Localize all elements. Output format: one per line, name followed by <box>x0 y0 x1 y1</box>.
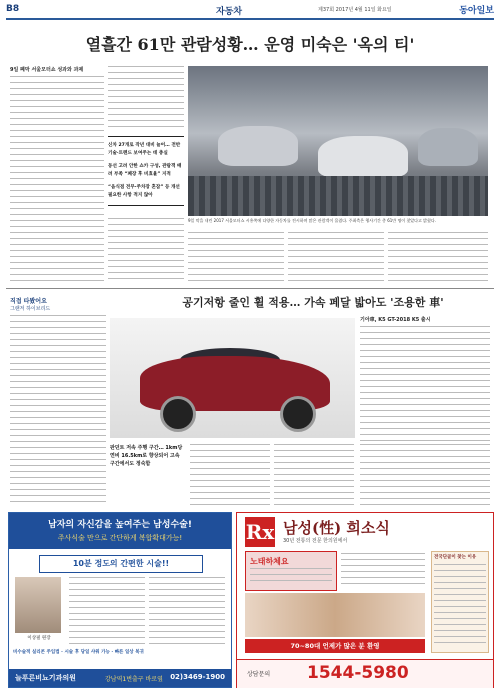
car-caption-title: 기아車, K5 GT-2018 K5 출시 <box>360 317 431 323</box>
ad1-footer <box>9 669 231 687</box>
ad-herbal[interactable] <box>236 512 494 688</box>
doctor-name: 이상필 원장 <box>27 636 51 641</box>
callout-2: 동선 고려 안한 쇼카 구성, 관람객 배려 부족 “폐장 후 비효율” 지적 <box>108 164 182 177</box>
ad1-bullet-2: 시술 후 당일 샤워 가능 <box>64 650 110 655</box>
photo-caption: 9일 막을 내린 2017 서울모터쇼 시흥쪽에 다양한 자동차를 전시하며 많은 관람객이 몰렸다. 주최측은 행사기간 총 61만 명이 찾았다고 밝혔다. <box>188 218 437 223</box>
page-number: B8 <box>6 4 20 14</box>
ad2-side-label: 전국단골이 찾는 이유 <box>434 555 477 560</box>
ad1-phone[interactable]: 02)3469-1900 <box>170 673 225 681</box>
ad1-bullet-3: 빠른 일상 복귀 <box>114 650 144 655</box>
article-body-col5 <box>388 232 488 284</box>
issue-date: 제37회 2017년 4월 11일 화요일 <box>318 7 392 13</box>
page-header <box>6 2 494 20</box>
ad2-box <box>245 551 337 591</box>
article-callout <box>108 136 184 206</box>
ad1-tagline: 10분 정도의 간편한 시술!! <box>39 555 203 573</box>
callout-3: “음식점 전무·주차장 혼잡” 등 개선 필요한 사항 적지 않아 <box>108 185 180 198</box>
ad2-photos <box>245 593 425 637</box>
article2-body-col2 <box>274 444 354 506</box>
ad1-address: 강남역1번출구 바로옆 <box>105 676 163 683</box>
article2-body-col1 <box>190 444 270 506</box>
section-divider <box>6 288 494 289</box>
ad1-body-1 <box>69 577 145 647</box>
sidebar-subhead: 직접 타봤어요 <box>10 298 47 305</box>
ad2-phone[interactable]: 1544-5980 <box>307 663 409 683</box>
article2-pullquote: 판던트 저속 주행 구간… 1km당 연비 16.5km로 향상되어 고속 구간에서도 정숙함 <box>110 445 183 467</box>
car-photo <box>110 318 355 438</box>
ad2-title: 남성(性) 희소식 <box>283 519 390 537</box>
newspaper-logo: 동아일보 <box>459 6 494 16</box>
article-body-col1 <box>10 76 104 284</box>
article-body-col4 <box>288 232 384 284</box>
ad2-side-body <box>434 564 486 648</box>
ad1-body-2 <box>149 577 225 647</box>
ad2-claim: 70~80대 언제가 많은 분 환영 <box>245 639 425 653</box>
ad1-clinic-name: 늘푸른비뇨기과의원 <box>15 674 76 682</box>
callout-1: 신차 27개로 작년 대비 늘어… 전반 기술·트렌드 보여주는 데 충실 <box>108 143 181 156</box>
main-headline: 열흘간 61만 관람성황… 운영 미숙은 '옥의 티' <box>85 35 415 54</box>
ad2-brand: 노태하체요 <box>250 557 289 566</box>
ad1-subline: 주사식술 만으로 간단하게 복합확대가능! <box>57 534 183 542</box>
ad1-bullet-row: 비수술적 실리콘 주입법 · 시술 후 당일 샤워 가능 · 빠른 일상 복귀 <box>13 650 144 655</box>
section-title: 자동차 <box>216 7 243 17</box>
sidebar-body <box>10 315 106 505</box>
article-body-col2-bottom <box>108 218 184 284</box>
ad1-headline: 남자의 자신감을 높여주는 남성수술! <box>48 520 192 530</box>
ad-clinic[interactable] <box>8 512 232 688</box>
car-caption-body <box>360 326 490 444</box>
ad2-body-top <box>341 553 425 589</box>
ad1-bullet-1: 비수술적 실리콘 주입법 <box>13 650 60 655</box>
article2-title: 공기저항 줄인 휠 적용… 가속 페달 밟아도 '조용한 車' <box>182 296 444 309</box>
ad2-box-body <box>250 568 332 586</box>
ad2-subtitle: 30년 전통의 전문 한의원에서 <box>283 538 348 544</box>
motor-show-photo <box>188 66 488 216</box>
article-byline: 9일 폐막 서울모터쇼 성과와 과제 <box>10 67 84 73</box>
ad2-logo-badge: Rx <box>245 517 275 547</box>
ad2-phone-label: 상담문의 <box>247 671 271 678</box>
ad2-footer <box>237 659 493 688</box>
doctor-photo <box>15 577 61 633</box>
article2-body-col3 <box>360 444 490 506</box>
sidebar-author: 그랜저 하이브리드 <box>10 306 51 312</box>
car-caption-box <box>360 316 490 444</box>
ad2-side-box <box>431 551 489 653</box>
article-body-col2-top <box>108 66 184 132</box>
article-body-col3 <box>188 232 284 284</box>
